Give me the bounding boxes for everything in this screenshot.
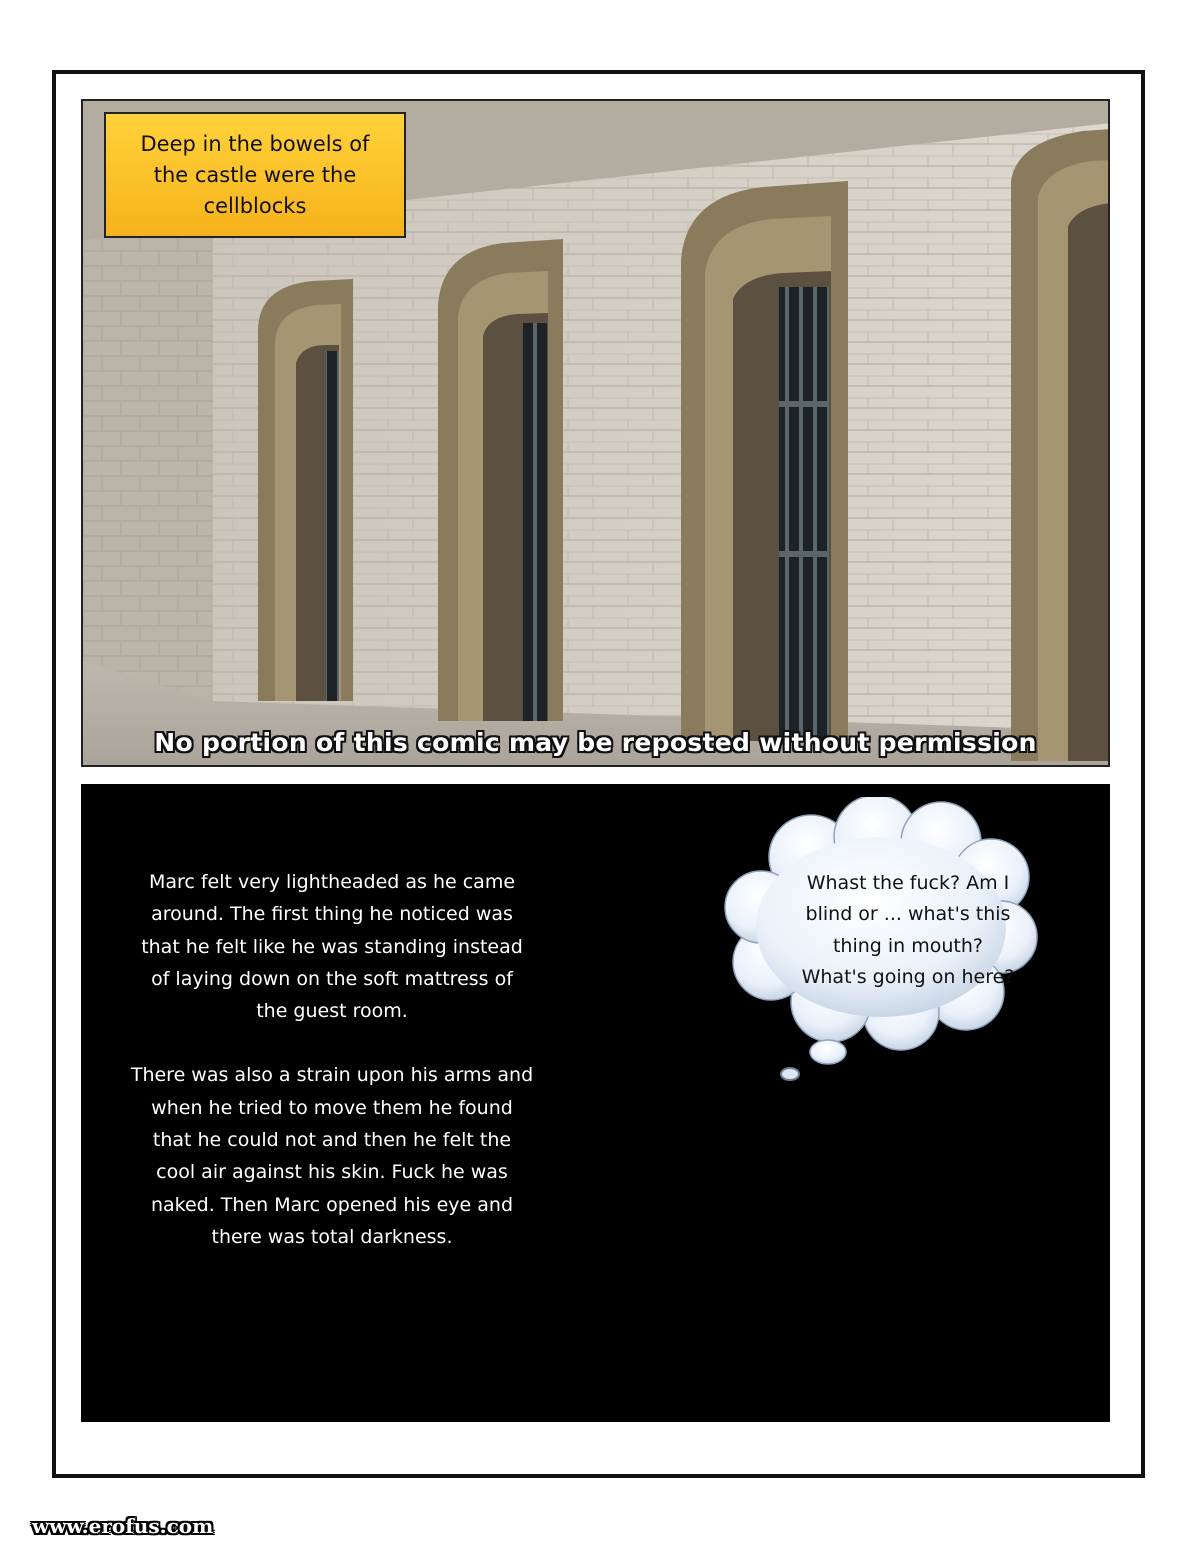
- thought-line: Whast the fuck? Am I: [806, 872, 1010, 894]
- thought-line: thing in mouth?: [832, 934, 984, 957]
- repost-notice: No portion of this comic may be reposted without permission: [154, 728, 1037, 757]
- caption-line: the castle were the: [153, 162, 357, 187]
- caption-box: [104, 112, 406, 238]
- narration-line: when he tried to move them he found: [151, 1096, 513, 1119]
- narration-line: Marc felt very lightheaded as he came: [148, 871, 516, 893]
- site-watermark: www.erofus.com: [32, 1514, 214, 1538]
- thought-text: [768, 868, 1048, 993]
- thought-line: blind or ... what's this: [805, 903, 1011, 926]
- narration-line: around. The first thing he noticed was: [151, 903, 513, 926]
- narration-line: of laying down on the soft mattress of: [151, 967, 513, 990]
- narration-line: cool air against his skin. Fuck he was: [156, 1161, 508, 1184]
- narration-paragraph: [97, 1059, 567, 1253]
- narration-line: that he felt like he was standing instead: [141, 935, 523, 958]
- narration-line: that he could not and then he felt the: [152, 1129, 512, 1152]
- narration-paragraph: [97, 866, 567, 1027]
- narration-line: naked. Then Marc opened his eye and: [150, 1193, 514, 1216]
- narration-line: There was also a strain upon his arms and: [130, 1064, 534, 1087]
- caption-line: Deep in the bowels of: [140, 131, 370, 156]
- narration-line: there was total darkness.: [211, 1225, 453, 1248]
- narration-line: the guest room.: [256, 1000, 408, 1023]
- thought-dot-large: [810, 1040, 846, 1064]
- caption-line: cellblocks: [203, 193, 307, 218]
- narration-text: [97, 866, 567, 1253]
- thought-dot-small: [781, 1068, 799, 1080]
- thought-line: What's going on here?: [801, 965, 1015, 988]
